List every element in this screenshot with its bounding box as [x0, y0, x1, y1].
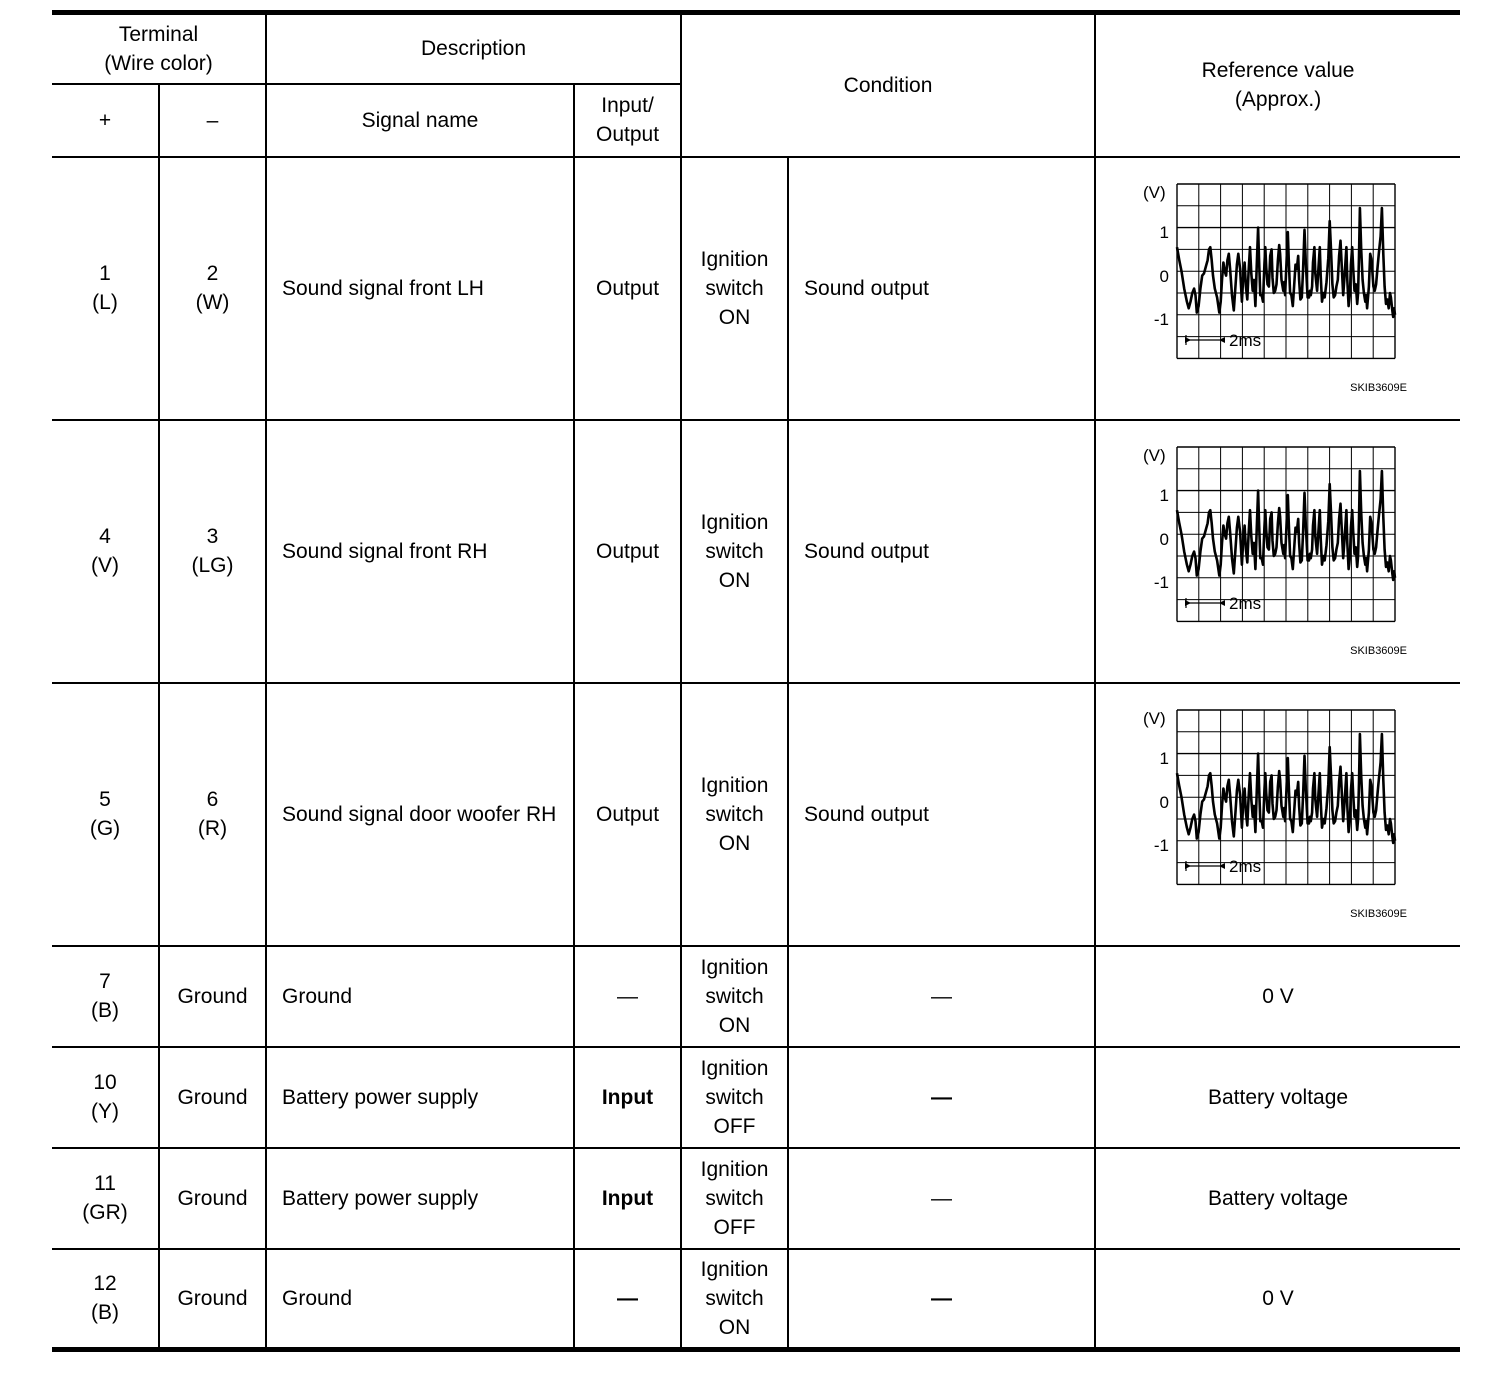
reference-header: Reference value (Approx.) [1095, 13, 1460, 157]
unit-label: (V) [1143, 709, 1166, 728]
time-scale-label: 2ms [1229, 857, 1262, 876]
unit-label: (V) [1143, 183, 1166, 202]
table-row [52, 1047, 1460, 1148]
condition-value: — [788, 1148, 1095, 1249]
table-row [52, 1148, 1460, 1249]
minus-terminal: Ground [159, 946, 266, 1047]
table-row [52, 420, 1460, 683]
signal-name: Sound signal front LH [266, 157, 574, 420]
reference-value: 0 V [1095, 1249, 1460, 1350]
tick-label-zero: 0 [1159, 267, 1170, 286]
ignition-state: Ignition switch ON [681, 683, 788, 946]
unit-label: (V) [1143, 446, 1166, 465]
reference-waveform-cell [1095, 420, 1460, 683]
reference-value: Battery voltage [1095, 1148, 1460, 1249]
condition-value: — [788, 946, 1095, 1047]
minus-terminal: 6 (R) [159, 683, 266, 946]
tick-label-neg: -1 [1153, 310, 1170, 329]
condition-value: — [788, 1047, 1095, 1148]
reference-waveform-cell [1095, 683, 1460, 946]
table-row [52, 157, 1460, 420]
tick-label-neg: -1 [1153, 836, 1170, 855]
reference-value: 0 V [1095, 946, 1460, 1047]
tick-label-neg: -1 [1153, 573, 1170, 592]
reference-value: Battery voltage [1095, 1047, 1460, 1148]
ignition-state: Ignition switch ON [681, 420, 788, 683]
plus-terminal: 4 (V) [52, 420, 159, 683]
waveform-chart [1133, 704, 1423, 924]
io-header: Input/ Output [574, 84, 681, 157]
condition-value: — [788, 1249, 1095, 1350]
minus-header: – [159, 84, 266, 157]
tick-label-pos: 1 [1159, 749, 1170, 768]
table-row [52, 683, 1460, 946]
figure-code: SKIB3609E [1350, 908, 1408, 920]
io-value: — [574, 1249, 681, 1350]
ignition-state: Ignition switch ON [681, 157, 788, 420]
plus-terminal: 11 (GR) [52, 1148, 159, 1249]
figure-code: SKIB3609E [1350, 645, 1408, 657]
signal-name: Battery power supply [266, 1148, 574, 1249]
waveform-chart [1133, 178, 1423, 398]
tick-label-pos: 1 [1159, 486, 1170, 505]
io-value: Output [574, 420, 681, 683]
waveform-chart [1133, 441, 1423, 661]
condition-value: Sound output [788, 683, 1095, 946]
plus-terminal: 5 (G) [52, 683, 159, 946]
condition-value: Sound output [788, 420, 1095, 683]
table-row [52, 1249, 1460, 1350]
ignition-state: Ignition switch OFF [681, 1047, 788, 1148]
tick-label-zero: 0 [1159, 530, 1170, 549]
minus-terminal: 3 (LG) [159, 420, 266, 683]
description-header: Description [266, 13, 681, 84]
tick-label-zero: 0 [1159, 793, 1170, 812]
io-value: Output [574, 157, 681, 420]
signal-name: Sound signal front RH [266, 420, 574, 683]
io-value: Input [574, 1148, 681, 1249]
io-value: Output [574, 683, 681, 946]
minus-terminal: Ground [159, 1249, 266, 1350]
minus-terminal: 2 (W) [159, 157, 266, 420]
table-row [52, 946, 1460, 1047]
ignition-state: Ignition switch ON [681, 946, 788, 1047]
condition-header: Condition [681, 13, 1095, 157]
terminal-spec-table [52, 10, 1460, 1352]
figure-code: SKIB3609E [1350, 382, 1408, 394]
minus-terminal: Ground [159, 1047, 266, 1148]
terminal-header: Terminal (Wire color) [52, 13, 266, 84]
signal-name-header: Signal name [266, 84, 574, 157]
plus-terminal: 12 (B) [52, 1249, 159, 1350]
plus-header: + [52, 84, 159, 157]
signal-name: Ground [266, 946, 574, 1047]
tick-label-pos: 1 [1159, 223, 1170, 242]
ignition-state: Ignition switch ON [681, 1249, 788, 1350]
plus-terminal: 1 (L) [52, 157, 159, 420]
signal-name: Battery power supply [266, 1047, 574, 1148]
condition-value: Sound output [788, 157, 1095, 420]
ignition-state: Ignition switch OFF [681, 1148, 788, 1249]
plus-terminal: 7 (B) [52, 946, 159, 1047]
plus-terminal: 10 (Y) [52, 1047, 159, 1148]
io-value: Input [574, 1047, 681, 1148]
signal-name: Ground [266, 1249, 574, 1350]
header-row-1 [52, 13, 1460, 84]
minus-terminal: Ground [159, 1148, 266, 1249]
signal-name: Sound signal door woofer RH [266, 683, 574, 946]
time-scale-label: 2ms [1229, 594, 1262, 613]
time-scale-label: 2ms [1229, 331, 1262, 350]
reference-waveform-cell [1095, 157, 1460, 420]
io-value: — [574, 946, 681, 1047]
